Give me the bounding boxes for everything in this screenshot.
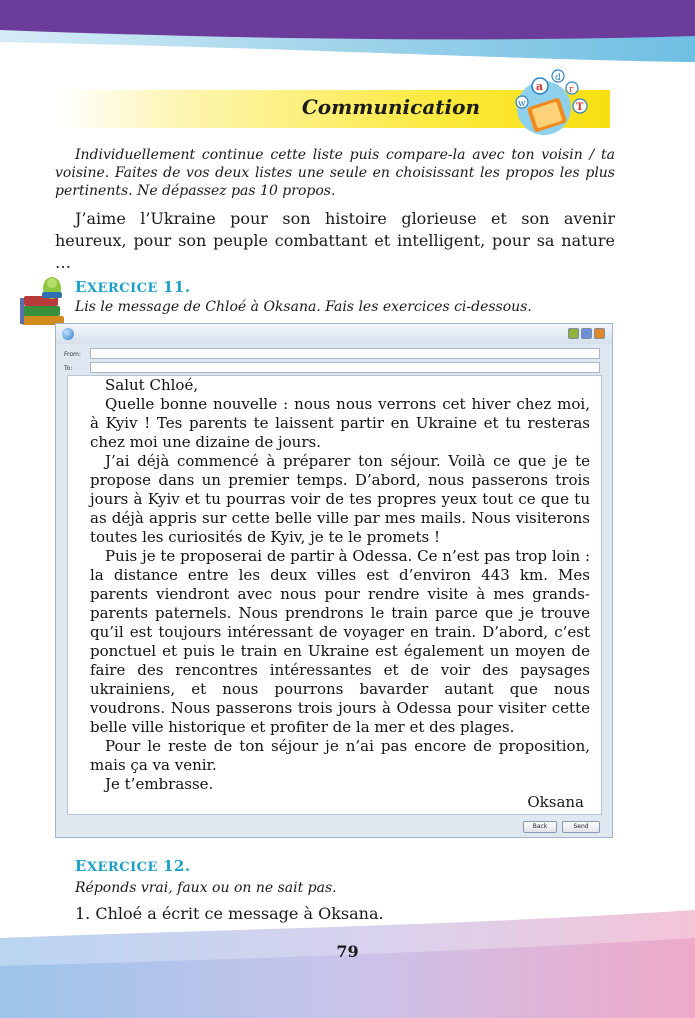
bottom-decorative-band — [0, 908, 695, 1018]
email-message — [90, 376, 590, 794]
intro-example: J’aime l’Ukraine pour son histoire glorieuse et son avenir heureux, pour son peuple combattant et intelligent, pour sa nature … — [55, 209, 615, 272]
email-window — [55, 323, 613, 838]
svg-text:a: a — [536, 80, 544, 93]
email-greeting: Salut Chloé, — [105, 376, 199, 394]
minimize-icon[interactable] — [568, 328, 579, 339]
communication-title: Communication — [301, 95, 480, 119]
svg-text:w: w — [518, 99, 526, 109]
email-paragraph: Quelle bonne nouvelle : nous nous verrons cet hiver chez moi, à Kyiv ! Tes parents te laissent partir en Ukraine et tu resteras chez moi une dizaine de jours. — [90, 395, 590, 451]
to-field[interactable] — [90, 362, 600, 373]
alphabet-book-icon — [510, 66, 592, 148]
email-paragraph: J’ai déjà commencé à préparer ton séjour. Voilà ce que je te propose dans un premier temps. D’abord, nous passerons trois jours à Kyiv et tu pourras voir de tes propres yeux tout ce que tu as déjà appris sur cette belle ville par mes mails. Nous visiterons toutes les curiosités de Kyiv, je te le promets ! — [90, 452, 590, 546]
exercise-12-question-1: 1. Chloé a écrit ce message à Oksana. — [75, 904, 384, 923]
from-label: From: — [64, 351, 81, 358]
exercise-12-instruction: Réponds vrai, faux ou on ne sait pas. — [75, 880, 337, 896]
send-button[interactable]: Send — [562, 821, 600, 833]
intro-instruction: Individuellement continue cette liste puis compare-la avec ton voisin / ta voisine. Faites de vos deux listes une seule en choisissant les propos les plus pertinents. Ne dépassez pas 10 propos. — [55, 147, 615, 199]
exercise-11-instruction: Lis le message de Chloé à Oksana. Fais les exercices ci-dessous. — [75, 299, 532, 315]
books-icon — [16, 276, 72, 326]
from-field[interactable] — [90, 348, 600, 359]
email-closing: Je t’embrasse. — [105, 775, 214, 793]
email-paragraph: Pour le reste de ton séjour je n’ai pas encore de proposition, mais ça va venir. — [90, 737, 590, 774]
page-number: 79 — [336, 942, 359, 961]
back-button[interactable]: Back — [523, 821, 557, 833]
svg-text:d: d — [555, 73, 561, 83]
email-titlebar — [56, 324, 612, 344]
maximize-icon[interactable] — [581, 328, 592, 339]
email-signature: Oksana — [527, 793, 584, 811]
to-label: To: — [64, 365, 73, 372]
close-icon[interactable] — [594, 328, 605, 339]
email-paragraph: Puis je te proposerai de partir à Odessa. Ce n’est pas trop loin : la distance entre les deux villes est d’environ 443 km. Mes parents viendront avec nous pour rendre visite à mes grands-parents paternels. Nous prendrons le train parce que je trouve qu’il est toujours intéressant de voyager en train. D’abord, c’est ponctuel et puis le train en Ukraine est également un moyen de faire des rencontres intéressantes et de voir des paysages ukrainiens, et nous pourrons bavarder autant que nous voudrons. Nous passerons trois jours à Odessa pour visiter cette belle ville historique et profiter de la mer et des plages. — [90, 547, 590, 736]
mail-app-logo-icon — [62, 328, 74, 340]
svg-text:r: r — [569, 85, 574, 95]
svg-text:T: T — [576, 102, 584, 113]
exercise-12-heading: EXERCICE 12. — [75, 857, 191, 875]
exercise-11-heading: EXERCICE 11. — [75, 278, 191, 296]
